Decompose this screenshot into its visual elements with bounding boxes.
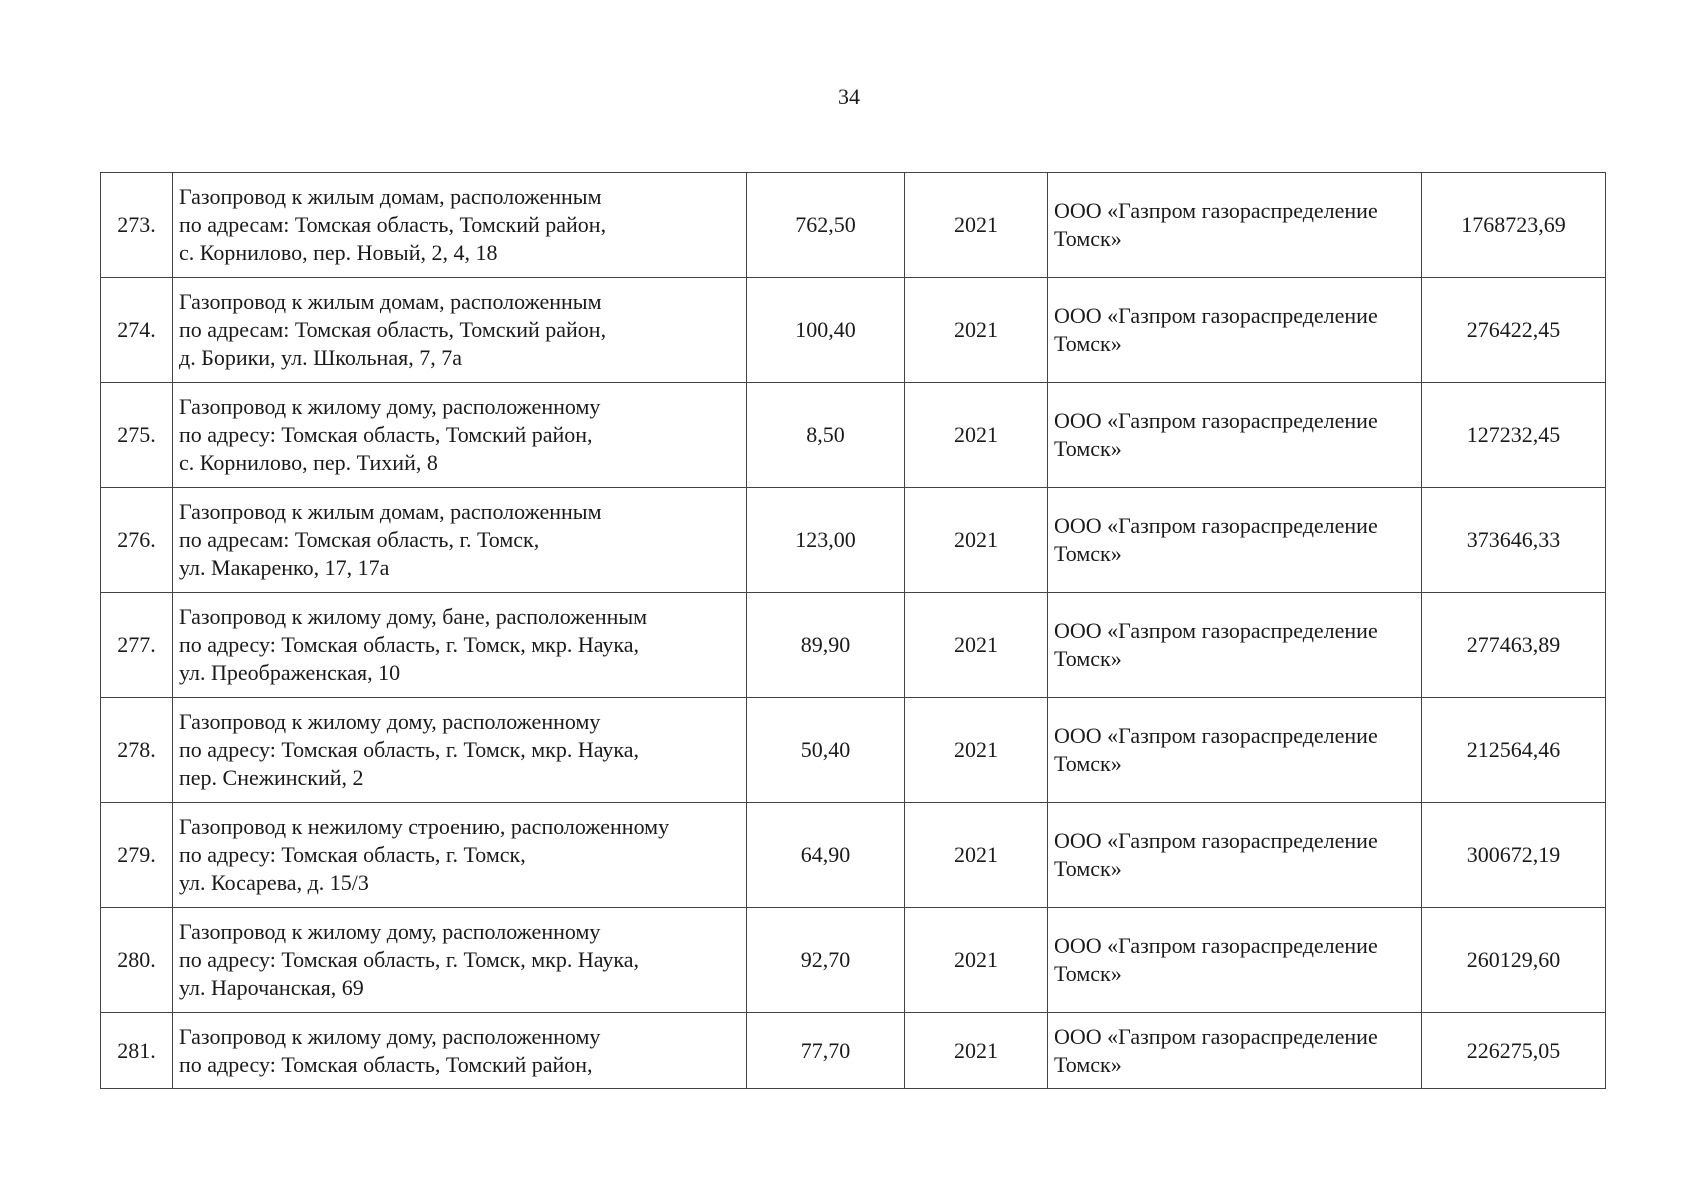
description-line: по адресу: Томская область, Томский район, — [179, 1051, 593, 1077]
organization-cell — [1048, 803, 1422, 908]
organization-line: ООО «Газпром газораспределение — [1054, 513, 1378, 538]
table-row — [101, 593, 1606, 698]
description-line: Газопровод к жилому дому, расположенному — [179, 394, 601, 419]
length-cell: 64,90 — [747, 803, 905, 908]
amount-cell: 226275,05 — [1422, 1013, 1606, 1089]
amount-cell: 212564,46 — [1422, 698, 1606, 803]
description-line: Газопровод к жилому дому, расположенному — [179, 1023, 601, 1049]
description-line: Газопровод к жилому дому, расположенному — [179, 919, 601, 944]
description-line: Газопровод к жилым домам, расположенным — [179, 499, 602, 524]
description-cell — [173, 383, 747, 488]
description-cell — [173, 803, 747, 908]
organization-line: ООО «Газпром газораспределение — [1054, 828, 1378, 853]
description-cell — [173, 593, 747, 698]
description-cell — [173, 698, 747, 803]
row-number-cell: 278. — [101, 698, 173, 803]
organization-line: Томск» — [1054, 856, 1122, 881]
description-line: ул. Макаренко, 17, 17а — [179, 555, 390, 580]
organization-line: Томск» — [1054, 331, 1122, 356]
description-line: по адресам: Томская область, Томский район, — [179, 212, 607, 237]
organization-line: Томск» — [1054, 751, 1122, 776]
organization-line: Томск» — [1054, 226, 1122, 251]
row-number-cell: 280. — [101, 908, 173, 1013]
gas-pipeline-registry-table — [100, 172, 1606, 1089]
organization-line: ООО «Газпром газораспределение — [1054, 198, 1378, 223]
length-cell: 89,90 — [747, 593, 905, 698]
amount-cell: 300672,19 — [1422, 803, 1606, 908]
year-cell: 2021 — [905, 803, 1048, 908]
row-number-cell: 276. — [101, 488, 173, 593]
description-cell — [173, 908, 747, 1013]
amount-cell: 1768723,69 — [1422, 173, 1606, 278]
description-line: по адресам: Томская область, г. Томск, — [179, 527, 540, 552]
year-cell: 2021 — [905, 1013, 1048, 1089]
organization-cell — [1048, 698, 1422, 803]
description-line: по адресу: Томская область, г. Томск, мкр. Наука, — [179, 737, 639, 762]
description-line: с. Корнилово, пер. Тихий, 8 — [179, 450, 438, 475]
table-row — [101, 698, 1606, 803]
description-cell — [173, 1013, 747, 1089]
organization-cell — [1048, 383, 1422, 488]
row-number-cell: 281. — [101, 1013, 173, 1089]
row-number-cell: 277. — [101, 593, 173, 698]
description-line: ул. Преображенская, 10 — [179, 660, 401, 685]
description-line: ул. Нарочанская, 69 — [179, 975, 364, 1000]
year-cell: 2021 — [905, 908, 1048, 1013]
amount-cell: 127232,45 — [1422, 383, 1606, 488]
organization-cell — [1048, 488, 1422, 593]
description-cell — [173, 173, 747, 278]
description-line: Газопровод к жилому дому, бане, расположенным — [179, 604, 648, 629]
amount-cell: 373646,33 — [1422, 488, 1606, 593]
year-cell: 2021 — [905, 278, 1048, 383]
organization-line: Томск» — [1054, 541, 1122, 566]
description-cell — [173, 488, 747, 593]
description-line: Газопровод к жилым домам, расположенным — [179, 184, 602, 209]
row-number-cell: 279. — [101, 803, 173, 908]
organization-cell — [1048, 1013, 1422, 1089]
year-cell: 2021 — [905, 488, 1048, 593]
organization-cell — [1048, 278, 1422, 383]
organization-line: ООО «Газпром газораспределение — [1054, 933, 1378, 958]
organization-line: Томск» — [1054, 646, 1122, 671]
table-row — [101, 173, 1606, 278]
organization-line: ООО «Газпром газораспределение — [1054, 303, 1378, 328]
description-line: д. Борики, ул. Школьная, 7, 7а — [179, 345, 462, 370]
organization-line: ООО «Газпром газораспределение — [1054, 408, 1378, 433]
row-number-cell: 275. — [101, 383, 173, 488]
organization-cell — [1048, 593, 1422, 698]
organization-line: Томск» — [1054, 1051, 1122, 1077]
table-row — [101, 383, 1606, 488]
organization-line: ООО «Газпром газораспределение — [1054, 618, 1378, 643]
description-line: пер. Снежинский, 2 — [179, 765, 364, 790]
length-cell: 50,40 — [747, 698, 905, 803]
description-line: с. Корнилово, пер. Новый, 2, 4, 18 — [179, 240, 498, 265]
length-cell: 92,70 — [747, 908, 905, 1013]
table-row — [101, 908, 1606, 1013]
length-cell: 762,50 — [747, 173, 905, 278]
year-cell: 2021 — [905, 383, 1048, 488]
table-row — [101, 278, 1606, 383]
organization-line: Томск» — [1054, 961, 1122, 986]
length-cell: 100,40 — [747, 278, 905, 383]
year-cell: 2021 — [905, 173, 1048, 278]
year-cell: 2021 — [905, 593, 1048, 698]
row-number-cell: 274. — [101, 278, 173, 383]
description-line: по адресу: Томская область, Томский район, — [179, 422, 593, 447]
row-number-cell: 273. — [101, 173, 173, 278]
organization-cell — [1048, 173, 1422, 278]
description-line: Газопровод к нежилому строению, расположенному — [179, 814, 670, 839]
length-cell: 77,70 — [747, 1013, 905, 1089]
description-cell — [173, 278, 747, 383]
organization-line: Томск» — [1054, 436, 1122, 461]
description-line: ул. Косарева, д. 15/3 — [179, 870, 369, 895]
description-line: по адресу: Томская область, г. Томск, мкр. Наука, — [179, 947, 639, 972]
length-cell: 123,00 — [747, 488, 905, 593]
amount-cell: 276422,45 — [1422, 278, 1606, 383]
description-line: Газопровод к жилому дому, расположенному — [179, 709, 601, 734]
description-line: по адресам: Томская область, Томский район, — [179, 317, 607, 342]
year-cell: 2021 — [905, 698, 1048, 803]
table-row — [101, 803, 1606, 908]
description-line: Газопровод к жилым домам, расположенным — [179, 289, 602, 314]
organization-line: ООО «Газпром газораспределение — [1054, 1023, 1378, 1049]
amount-cell: 260129,60 — [1422, 908, 1606, 1013]
description-line: по адресу: Томская область, г. Томск, — [179, 842, 526, 867]
organization-cell — [1048, 908, 1422, 1013]
description-line: по адресу: Томская область, г. Томск, мкр. Наука, — [179, 632, 639, 657]
table-row — [101, 488, 1606, 593]
length-cell: 8,50 — [747, 383, 905, 488]
table-row — [101, 1013, 1606, 1089]
organization-line: ООО «Газпром газораспределение — [1054, 723, 1378, 748]
page-number: 34 — [838, 84, 860, 109]
amount-cell: 277463,89 — [1422, 593, 1606, 698]
